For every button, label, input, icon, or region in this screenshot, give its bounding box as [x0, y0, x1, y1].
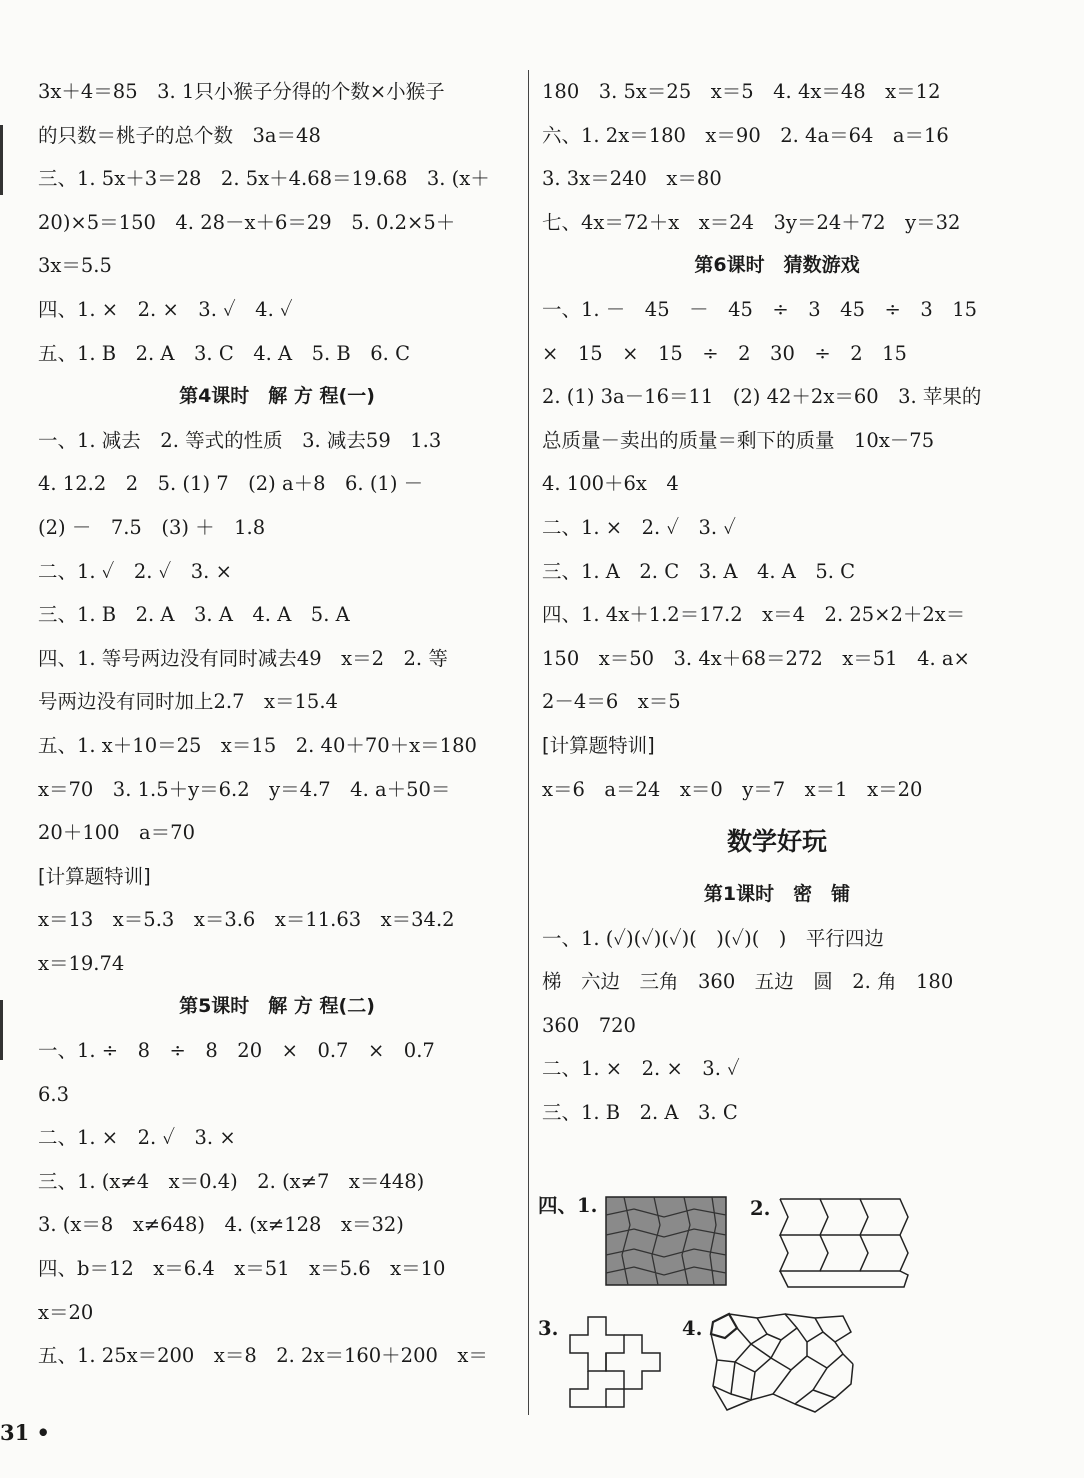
tiling-figure-3 [562, 1313, 667, 1413]
fig-label-2: 2. [750, 1197, 771, 1220]
answer-line: 二、1. ✓ 2. ✓ 3. × [38, 559, 232, 583]
binding-mark [0, 1000, 3, 1060]
answer-line: 总质量－卖出的质量＝剩下的质量 10x－75 [542, 428, 935, 452]
answer-line: 五、1. B 2. A 3. C 4. A 5. B 6. C [38, 341, 410, 365]
answer-line: 180 3. 5x＝25 x＝5 4. 4x＝48 x＝12 [542, 80, 941, 103]
answer-line: 150 x＝50 3. 4x＋68＝272 x＝51 4. a× [542, 646, 970, 670]
answer-line: 四、b＝12 x＝6.4 x＝51 x＝5.6 x＝10 [38, 1257, 446, 1281]
answer-line: 五、1. 25x＝200 x＝8 2. 2x＝160＋200 x＝ [38, 1344, 488, 1368]
answer-line: 3x＋4＝85 3. 1只小猴子分得的个数×小猴子 [38, 80, 445, 103]
answer-line: 号两边没有同时加上2.7 x＝15.4 [38, 690, 338, 714]
answer-line: 3. 3x＝240 x＝80 [542, 167, 722, 191]
answer-line: 四、1. × 2. × 3. ✓ 4. ✓ [38, 297, 293, 321]
tiling-figure-4 [707, 1310, 857, 1415]
answer-line: x＝20 [38, 1300, 94, 1324]
answer-line: 一、1. ÷ 8 ÷ 8 20 × 0.7 × 0.7 [38, 1039, 435, 1063]
fig-label-4: 4. [682, 1317, 703, 1340]
answer-line: 2－4＝6 x＝5 [542, 690, 681, 714]
answer-line: 一、1. (✓)(✓)(✓)( )(✓)( ) 平行四边 [542, 926, 884, 950]
section-heading: 第4课时 解 方 程(一) [179, 385, 375, 408]
answer-line: (2) － 7.5 (3) ＋ 1.8 [38, 515, 266, 539]
answer-line: 四、1. 等号两边没有同时减去49 x＝2 2. 等 [38, 646, 448, 670]
answer-line: 20)×5＝150 4. 28－x＋6＝29 5. 0.2×5＋ [38, 210, 456, 234]
answer-line: 六、1. 2x＝180 x＝90 2. 4a＝64 a＝16 [542, 123, 949, 147]
answer-line: 四、1. 4x＋1.2＝17.2 x＝4 2. 25×2＋2x＝ [542, 603, 966, 627]
answer-line: 360 720 [542, 1013, 636, 1037]
tiling-figures [538, 1185, 1012, 1415]
answer-line: 4. 12.2 2 5. (1) 7 (2) a＋8 6. (1) － [38, 472, 424, 496]
answer-line: 3x＝5.5 [38, 254, 112, 278]
tiling-figure-2 [774, 1195, 919, 1290]
answer-line: 三、1. A 2. C 3. A 4. A 5. C [542, 559, 856, 583]
section-heading: 第5课时 解 方 程(二) [179, 995, 375, 1018]
answer-line: 七、4x＝72＋x x＝24 3y＝24＋72 y＝32 [542, 210, 961, 234]
answer-line: 二、1. × 2. ✓ 3. × [38, 1126, 236, 1150]
answer-line: [计算题特训] [38, 864, 151, 888]
answer-line: 一、1. － 45 － 45 ÷ 3 45 ÷ 3 15 [542, 297, 978, 321]
answer-line: 一、1. 减去 2. 等式的性质 3. 减去59 1.3 [38, 428, 442, 452]
answer-line: 三、1. 5x＋3＝28 2. 5x＋4.68＝19.68 3. (x＋ [38, 167, 490, 191]
page-number: 31 • [0, 1420, 50, 1445]
answer-line: 3. (x＝8 x≠648) 4. (x≠128 x＝32) [38, 1213, 404, 1237]
answer-line: x＝13 x＝5.3 x＝3.6 x＝11.63 x＝34.2 [38, 908, 455, 932]
answer-line: x＝19.74 [38, 951, 125, 975]
left-column [38, 70, 516, 1378]
answer-line: x＝6 a＝24 x＝0 y＝7 x＝1 x＝20 [542, 777, 923, 801]
answer-line: 4. 100＋6x 4 [542, 472, 679, 496]
answer-line: 2. (1) 3a－16＝11 (2) 42＋2x＝60 3. 苹果的 [542, 385, 982, 409]
answer-line: 三、1. (x≠4 x＝0.4) 2. (x≠7 x＝448) [38, 1169, 425, 1193]
answer-line: 的只数＝桃子的总个数 3a＝48 [38, 123, 321, 147]
answer-line: 三、1. B 2. A 3. C [542, 1101, 738, 1125]
answer-line: 二、1. × 2. × 3. ✓ [542, 1057, 740, 1081]
fig-label-3: 3. [538, 1317, 559, 1340]
right-column [542, 70, 1012, 1135]
answer-line: 梯 六边 三角 360 五边 圆 2. 角 180 [542, 970, 954, 994]
answer-line: x＝70 3. 1.5＋y＝6.2 y＝4.7 4. a＋50＝ [38, 777, 451, 801]
tiling-figure-1 [604, 1195, 729, 1290]
binding-mark [0, 125, 3, 195]
section-heading: 数学好玩 [726, 827, 827, 857]
answer-line: 二、1. × 2. ✓ 3. ✓ [542, 515, 736, 539]
answer-line: 20＋100 a＝70 [38, 821, 195, 845]
fig-label-q4: 四、1. [538, 1194, 598, 1217]
section-heading: 第1课时 密 铺 [703, 883, 851, 906]
answer-line: 三、1. B 2. A 3. A 4. A 5. A [38, 603, 350, 627]
answer-line: 五、1. x＋10＝25 x＝15 2. 40＋70＋x＝180 [38, 733, 477, 757]
column-divider [528, 70, 529, 1415]
answer-line: 6.3 [38, 1082, 70, 1106]
section-heading: 第6课时 猜数游戏 [694, 254, 860, 277]
answer-line: × 15 × 15 ÷ 2 30 ÷ 2 15 [542, 341, 907, 365]
answer-line: [计算题特训] [542, 733, 655, 757]
